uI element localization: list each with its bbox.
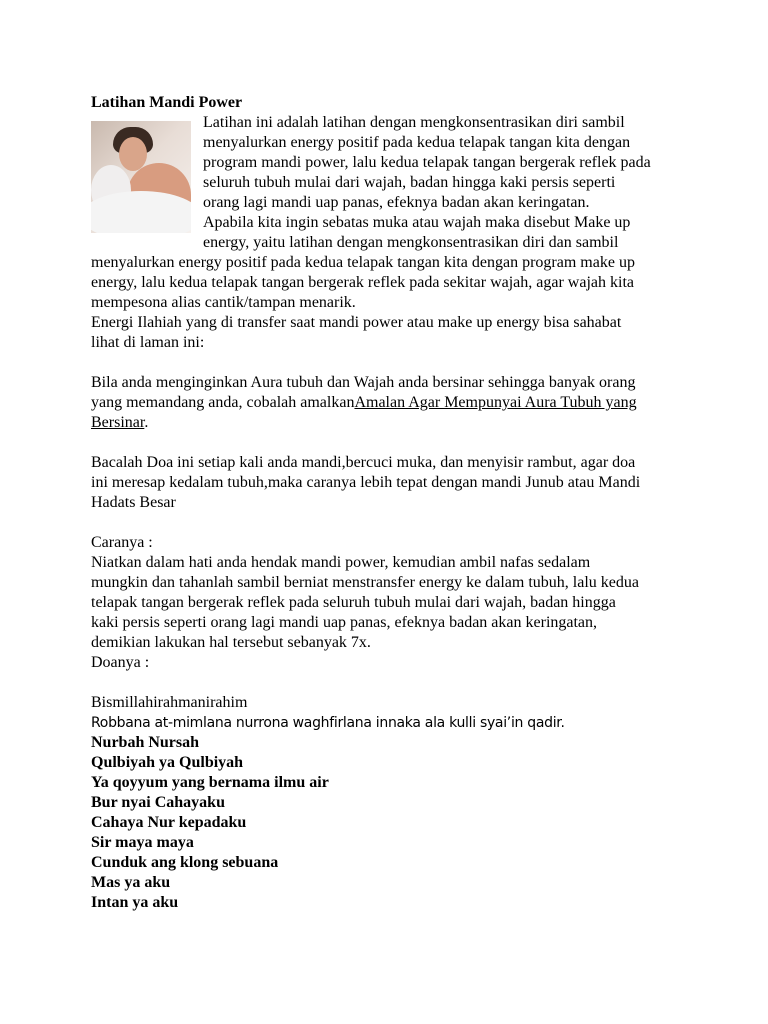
aura-link[interactable]: Amalan Agar Mempunyai Aura Tubuh yang: [354, 394, 637, 411]
document-page: [91, 93, 691, 913]
prayer-line: Intan ya aku: [91, 894, 179, 911]
robbana-line: Robbana at-mimlana nurrona waghfirlana innaka ala kulli syai’in qadir.: [91, 715, 565, 731]
prayer-line: Ya qoyyum yang bernama ilmu air: [91, 774, 329, 791]
photo-foam: [91, 191, 191, 233]
spacer: [91, 353, 691, 373]
paragraph-line: Bila anda menginginkan Aura tubuh dan Wajah anda bersinar sehingga banyak orang: [91, 374, 636, 391]
paragraph-line: Energi Ilahiah yang di transfer saat mandi power atau make up energy bisa sahabat: [91, 314, 622, 331]
doa-paragraph: [91, 453, 691, 513]
spacer: [91, 673, 691, 693]
spacer: [91, 513, 691, 533]
prayer-line: Qulbiyah ya Qulbiyah: [91, 754, 244, 771]
paragraph-line: Bacalah Doa ini setiap kali anda mandi,bercuci muka, dan menyisir rambut, agar doa: [91, 454, 636, 471]
prayer-line: Mas ya aku: [91, 874, 171, 891]
document-title: Latihan Mandi Power: [91, 94, 243, 111]
aura-link-continued[interactable]: Bersinar: [91, 414, 145, 431]
section-heading: Doanya :: [91, 654, 150, 671]
energy-paragraph: [91, 253, 691, 353]
aura-suffix: .: [144, 414, 149, 431]
bath-photo: [91, 121, 191, 233]
paragraph-line: program mandi power, lalu kedua telapak tangan bergerak reflek pada: [203, 154, 651, 171]
prayer-line: Sir maya maya: [91, 834, 194, 851]
paragraph-line: Niatkan dalam hati anda hendak mandi power, kemudian ambil nafas sedalam: [91, 554, 591, 571]
section-heading: Caranya :: [91, 534, 153, 551]
paragraph-line: energy, yaitu latihan dengan mengkonsentrasikan diri dan sambil: [203, 234, 619, 251]
spacer: [91, 433, 691, 453]
paragraph-line: menyalurkan energy positif pada kedua telapak tangan kita dengan: [203, 134, 631, 151]
paragraph-line: Apabila kita ingin sebatas muka atau wajah maka disebut Make up: [203, 214, 631, 231]
paragraph-line: seluruh tubuh mulai dari wajah, badan hingga kaki persis seperti: [203, 174, 616, 191]
aura-paragraph: [91, 373, 691, 433]
paragraph-line: Hadats Besar: [91, 494, 176, 511]
paragraph-line: kaki persis seperti orang lagi mandi uap panas, efeknya badan akan keringatan,: [91, 614, 598, 631]
paragraph-line: ini meresap kedalam tubuh,maka caranya lebih tepat dengan mandi Junub atau Mandi: [91, 474, 641, 491]
aura-text: yang memandang anda, cobalah amalkan: [91, 394, 355, 411]
paragraph-line: Latihan ini adalah latihan dengan mengkonsentrasikan diri sambil: [203, 114, 625, 131]
paragraph-line: [91, 413, 691, 433]
caranya-section: [91, 533, 691, 673]
paragraph-line: energy, lalu kedua telapak tangan bergerak reflek pada sekitar wajah, agar wajah kita: [91, 274, 634, 291]
prayer-line: Bur nyai Cahayaku: [91, 794, 225, 811]
paragraph-line: telapak tangan bergerak reflek pada seluruh tubuh mulai dari wajah, badan hingga: [91, 594, 616, 611]
prayer-line: Cunduk ang klong sebuana: [91, 854, 279, 871]
paragraph-line: [91, 393, 691, 413]
paragraph-line: mungkin dan tahanlah sambil berniat menstransfer energy ke dalam tubuh, lalu kedua: [91, 574, 639, 591]
paragraph-line: mempesona alias cantik/tampan menarik.: [91, 294, 356, 311]
paragraph-line: lihat di laman ini:: [91, 334, 205, 351]
paragraph-line: menyalurkan energy positif pada kedua telapak tangan kita dengan program make up: [91, 254, 635, 271]
prayer-section: [91, 693, 691, 913]
bismillah-line: Bismillahirahmanirahim: [91, 694, 248, 711]
prayer-line: Nurbah Nursah: [91, 734, 200, 751]
paragraph-line: demikian lakukan hal tersebut sebanyak 7x.: [91, 634, 371, 651]
prayer-line: Cahaya Nur kepadaku: [91, 814, 247, 831]
paragraph-line: orang lagi mandi uap panas, efeknya badan akan keringatan.: [203, 194, 590, 211]
